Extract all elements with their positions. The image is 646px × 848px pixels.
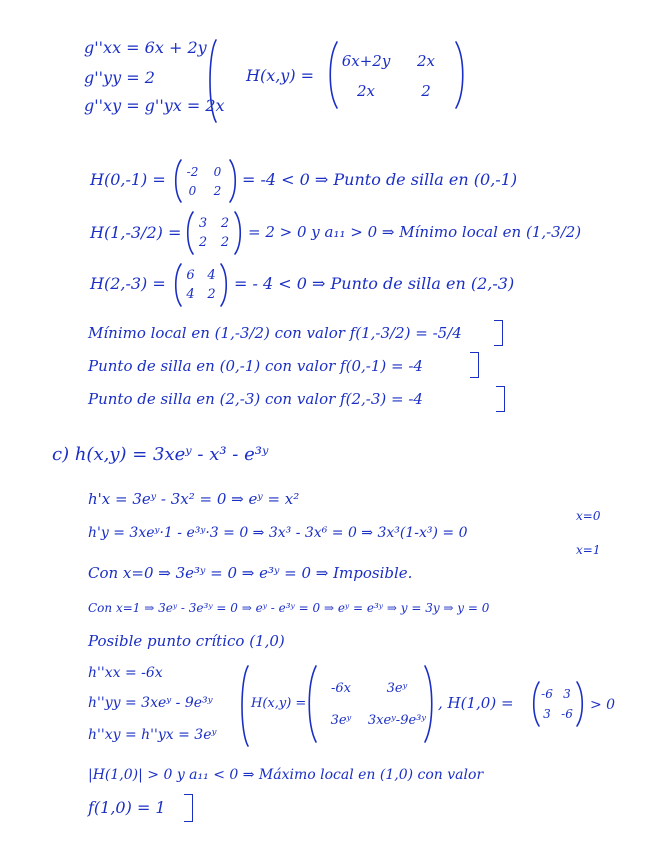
matrix-cell: 4 (207, 268, 216, 283)
matrix-cell: 0 (188, 183, 197, 198)
matrix-cell: 2 (220, 235, 230, 250)
h-yy-line: h''yy = 3xeʸ - 9e³ʸ (88, 695, 213, 711)
g-yy-line: g''yy = 2 (84, 68, 155, 87)
conclusion-line: |H(1,0)| > 0 y a₁₁ < 0 ⇒ Máximo local en (1,0) con valor (88, 767, 484, 783)
hessian-1-0-label: , H(1,0) = (438, 694, 514, 712)
curly-brace-divider (236, 664, 250, 748)
matrix-cell: 6 (186, 268, 195, 283)
h-x-derivative: h'x = 3eʸ - 3x² = 0 ⇒ eʸ = x² (88, 490, 300, 508)
matrix-cell: 3xeʸ-9e³ʸ (367, 712, 426, 728)
answer-box-mark (470, 352, 479, 378)
answer-box-mark (496, 386, 505, 412)
matrix-right-paren (455, 40, 467, 110)
hessian-0-m1-matrix (180, 162, 230, 200)
root-x1: x=1 (576, 543, 601, 557)
g-xx-line: g''xx = 6x + 2y (84, 38, 207, 57)
matrix-cell: 2 (220, 216, 230, 231)
hessian-1-0-result: > 0 (590, 697, 616, 713)
matrix-cell: 2 (198, 235, 208, 250)
matrix-right-paren (234, 210, 244, 256)
h-xy-line: h''xy = h''yx = 3eʸ (88, 727, 217, 743)
summary-line-1: Mínimo local en (1,-3/2) con valor f(1,-3/2) = -5/4 (88, 324, 462, 342)
case-x1: Con x=1 ⇒ 3eʸ - 3e³ʸ = 0 ⇒ eʸ - e³ʸ = 0 ⇒ eʸ = e³ʸ ⇒ y = 3y ⇒ y = 0 (88, 601, 490, 615)
matrix-cell: -6x (330, 680, 351, 696)
matrix-cell: 2x (416, 52, 435, 70)
summary-line-3: Punto de silla en (2,-3) con valor f(2,-3) = -4 (88, 390, 423, 408)
hessian-h-label: H(x,y) = (251, 696, 307, 711)
matrix-cell: 3 (563, 687, 571, 701)
matrix-cell: 2 (207, 287, 216, 302)
matrix-cell: 2 (421, 82, 431, 100)
matrix-cell: 4 (186, 287, 195, 302)
root-x0: x=0 (576, 509, 601, 523)
matrix-cell: 2x (356, 82, 375, 100)
g-xy-line: g''xy = g''yx = 2x (84, 96, 225, 115)
hessian-0-m1-result: = -4 < 0 ⇒ Punto de silla en (0,-1) (242, 170, 518, 189)
matrix-right-paren (424, 664, 436, 744)
critical-point-line: Posible punto crítico (1,0) (88, 632, 285, 650)
hessian-2-m3-matrix (180, 266, 222, 304)
hessian-2-m3-label: H(2,-3) = (90, 274, 166, 293)
matrix-cell: 3eʸ (386, 680, 408, 696)
matrix-cell: -6 (561, 707, 573, 721)
matrix-right-paren (229, 158, 239, 204)
matrix-cell: 0 (213, 164, 222, 179)
h-y-derivative: h'y = 3xeʸ·1 - e³ʸ·3 = 0 ⇒ 3x³ - 3x⁶ = 0 ⇒ 3x³(1-x³) = 0 (88, 525, 468, 541)
part-c-heading: c) h(x,y) = 3xeʸ - x³ - e³ʸ (52, 444, 269, 465)
matrix-cell: -2 (186, 164, 199, 179)
hessian-g-label: H(x,y) = (246, 66, 315, 85)
matrix-cell: 3 (543, 707, 551, 721)
matrix-right-paren (576, 680, 586, 728)
curly-brace-divider (204, 38, 218, 124)
matrix-cell: 3 (198, 216, 208, 231)
final-value: f(1,0) = 1 (88, 798, 166, 817)
matrix-cell: 2 (213, 183, 222, 198)
hessian-h-matrix (314, 672, 426, 736)
answer-box-mark (494, 320, 503, 346)
hessian-g-matrix (336, 46, 456, 106)
answer-box-mark (184, 794, 193, 822)
hessian-1-m32-label: H(1,-3/2) = (90, 223, 182, 242)
hessian-1-0-matrix (537, 684, 577, 724)
matrix-cell: -6 (541, 687, 553, 701)
h-xx-line: h''xx = -6x (88, 665, 163, 681)
hessian-2-m3-result: = - 4 < 0 ⇒ Punto de silla en (2,-3) (234, 274, 515, 293)
hessian-1-m32-result: = 2 > 0 y a₁₁ > 0 ⇒ Mínimo local en (1,-3/2) (248, 223, 582, 241)
matrix-cell: 6x+2y (341, 52, 391, 70)
case-x0: Con x=0 ⇒ 3e³ʸ = 0 ⇒ e³ʸ = 0 ⇒ Imposible. (88, 564, 413, 582)
matrix-right-paren (220, 262, 230, 308)
summary-line-2: Punto de silla en (0,-1) con valor f(0,-1) = -4 (88, 357, 423, 375)
matrix-cell: 3eʸ (330, 712, 352, 728)
hessian-1-m32-matrix (192, 214, 236, 252)
hessian-0-m1-label: H(0,-1) = (90, 170, 166, 189)
